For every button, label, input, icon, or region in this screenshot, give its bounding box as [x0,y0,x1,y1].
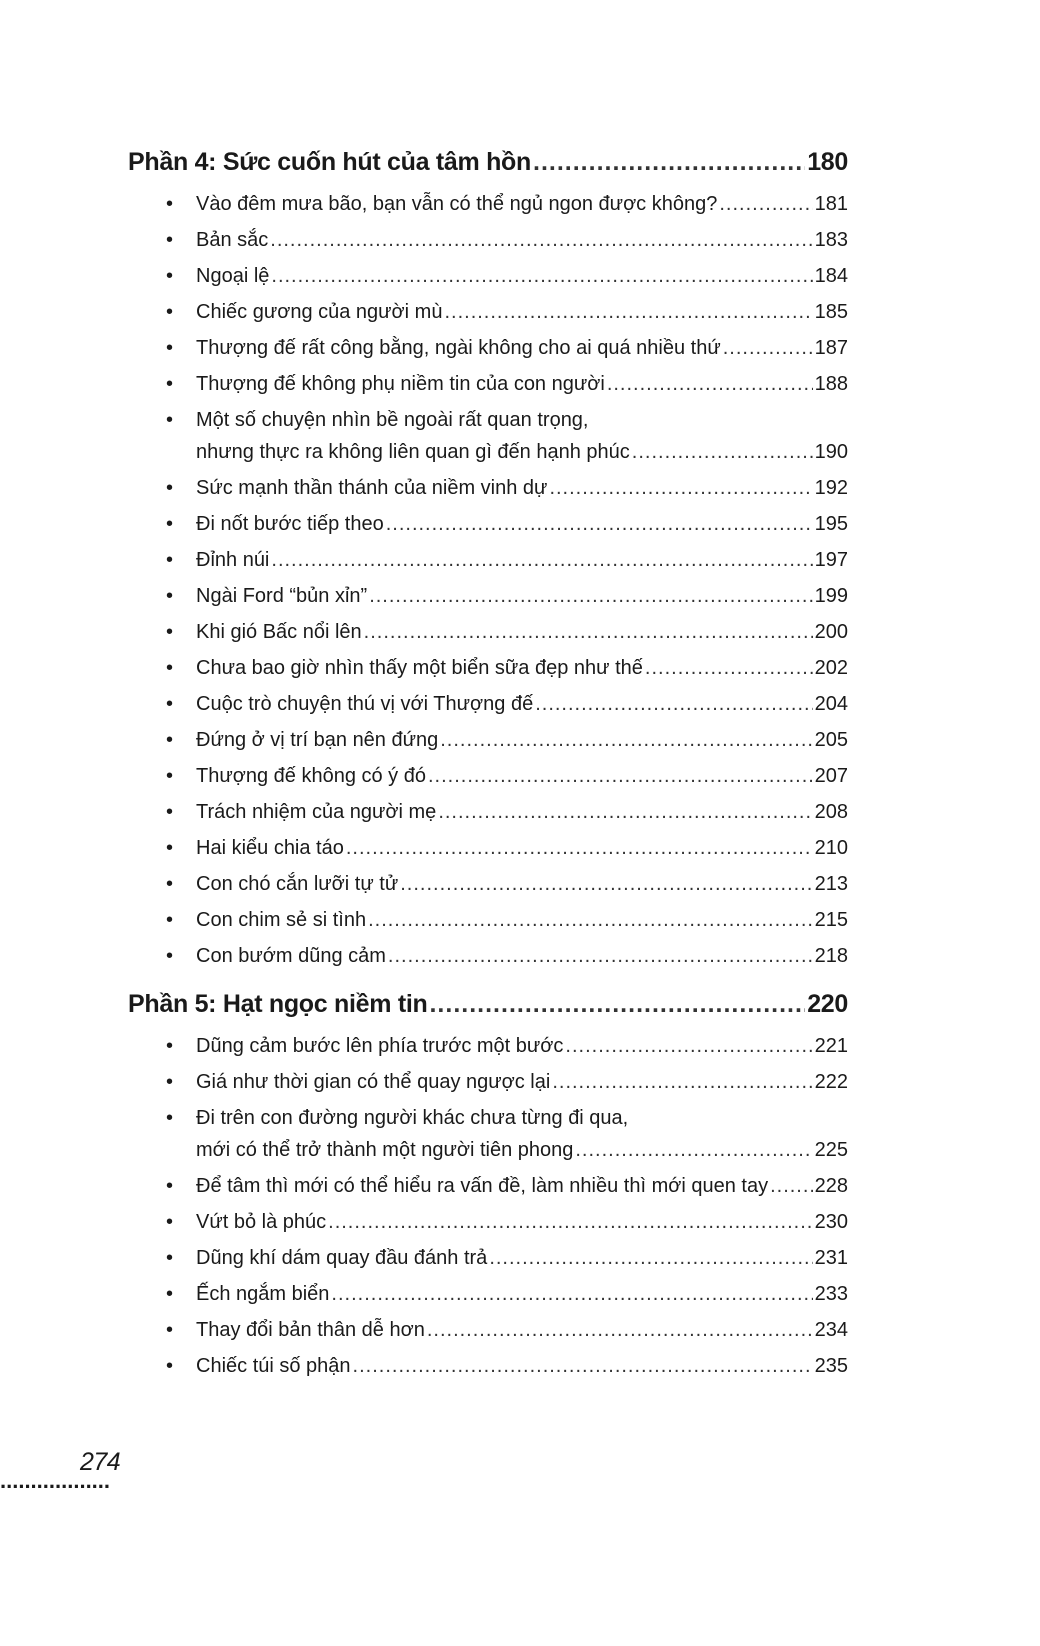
entry-title: Con chim sẻ si tình [196,909,367,931]
entry-title: Chiếc gương của người mù [196,301,443,323]
entry-page-number: 208 [814,801,848,823]
toc-entry[interactable] [128,1102,848,1166]
section-page-number: 220 [807,990,848,1018]
toc-entry[interactable] [128,796,848,828]
entry-title: Thượng đế không phụ niềm tin của con người [196,373,605,395]
dot-leader [364,616,813,648]
entry-page-number: 183 [814,229,848,251]
entry-title: Chưa bao giờ nhìn thấy một biển sữa đẹp như thế [196,657,643,679]
entry-page-number: 184 [814,265,848,287]
dot-leader [428,760,813,792]
dot-leader [427,1314,813,1346]
entry-page-number: 222 [814,1071,848,1093]
dot-leader [645,652,813,684]
dot-leader [632,436,813,468]
toc-entry[interactable] [128,1206,848,1238]
bullet-icon: • [166,1355,174,1377]
toc-entry[interactable] [128,724,848,756]
bullet-icon: • [166,1071,174,1093]
bullet-icon: • [166,549,174,571]
dot-leader [328,1206,812,1238]
entry-title: Giá như thời gian có thể quay ngược lại [196,1071,551,1093]
entry-page-number: 233 [814,1283,848,1305]
dot-leader [444,296,812,328]
entry-title: Hai kiểu chia táo [196,837,344,859]
section-title: Phần 5: Hạt ngọc niềm tin [128,990,428,1018]
entry-page-number: 205 [814,729,848,751]
toc-section [128,140,848,972]
toc-entry[interactable] [128,940,848,972]
toc-entry[interactable] [128,368,848,400]
dot-leader [438,796,812,828]
entry-page-number: 200 [814,621,848,643]
bullet-icon: • [166,1175,174,1197]
entry-page-number: 235 [814,1355,848,1377]
toc-entry[interactable] [128,760,848,792]
table-of-contents [128,140,848,1388]
dot-leader [353,1350,813,1382]
toc-entry[interactable] [128,1066,848,1098]
dot-leader [271,260,812,292]
entry-title: Thượng đế rất công bằng, ngài không cho ai quá nhiều thứ [196,337,721,359]
bullet-icon: • [166,301,174,323]
bullet-icon: • [166,657,174,679]
entry-page-number: 210 [814,837,848,859]
entry-page-number: 181 [814,193,848,215]
entry-title: Ngoại lệ [196,265,270,287]
dot-leader [386,508,813,540]
entry-title: Sức mạnh thần thánh của niềm vinh dự [196,477,548,499]
bullet-icon: • [166,337,174,359]
entry-page-number: 231 [814,1247,848,1269]
entry-title: Chiếc túi số phận [196,1355,351,1377]
toc-entry[interactable] [128,260,848,292]
dot-leader [369,580,812,612]
dot-leader [552,1066,812,1098]
entry-title: Dũng cảm bước lên phía trước một bước [196,1035,564,1057]
entry-title: Khi gió Bấc nổi lên [196,621,362,643]
entry-title: Đỉnh núi [196,549,270,571]
toc-entry[interactable] [128,404,848,468]
entry-page-number: 225 [814,1139,848,1161]
dot-leader [565,1030,812,1062]
dot-leader [533,140,805,184]
bullet-icon: • [166,621,174,643]
entry-title: Để tâm thì mới có thể hiểu ra vấn đề, làm nhiều thì mới quen tay [196,1175,769,1197]
bullet-icon: • [166,1035,174,1057]
footer-dot-leader: .................. [0,1468,111,1493]
dot-leader [535,688,812,720]
bullet-icon: • [166,229,174,251]
bullet-icon: • [166,1211,174,1233]
bullet-icon: • [166,585,174,607]
dot-leader [575,1134,812,1166]
entry-title: Trách nhiệm của người mẹ [196,801,437,823]
entry-title: Con chó cắn lưỡi tự tử [196,873,399,895]
toc-entry[interactable] [128,688,848,720]
entry-title: Vào đêm mưa bão, bạn vẫn có thể ngủ ngon được không? [196,193,718,215]
toc-entry[interactable] [128,904,848,936]
toc-entry[interactable] [128,1314,848,1346]
dot-leader [331,1278,812,1310]
toc-entry[interactable] [128,616,848,648]
bullet-icon: • [166,945,174,967]
entry-page-number: 234 [814,1319,848,1341]
bullet-icon: • [166,765,174,787]
toc-entry[interactable] [128,544,848,576]
bullet-icon: • [166,193,174,215]
dot-leader [429,982,805,1026]
entry-page-number: 228 [814,1175,848,1197]
entry-page-number: 218 [814,945,848,967]
entry-page-number: 197 [814,549,848,571]
entry-title: Đi trên con đường người khác chưa từng đi qua, [196,1107,629,1129]
entry-title: Cuộc trò chuyện thú vị với Thượng đế [196,693,534,715]
dot-leader [271,544,812,576]
toc-entry[interactable] [128,1242,848,1274]
dot-leader [489,1242,812,1274]
bullet-icon: • [166,477,174,499]
toc-entry[interactable] [128,332,848,364]
bullet-icon: • [166,1283,174,1305]
entry-title: Thay đổi bản thân dễ hơn [196,1319,425,1341]
bullet-icon: • [166,265,174,287]
entry-title: Thượng đế không có ý đó [196,765,426,787]
toc-section [128,982,848,1382]
bullet-icon: • [166,1319,174,1341]
toc-entry[interactable] [128,472,848,504]
bullet-icon: • [166,837,174,859]
entry-title: Đi nốt bước tiếp theo [196,513,384,535]
bullet-icon: • [166,409,174,431]
entry-page-number: 202 [814,657,848,679]
section-title: Phần 4: Sức cuốn hút của tâm hồn [128,148,531,176]
section-page-number: 180 [807,148,848,176]
entry-page-number: 230 [814,1211,848,1233]
dot-leader [368,904,813,936]
entry-title: Vứt bỏ là phúc [196,1211,327,1233]
entry-title: Một số chuyện nhìn bề ngoài rất quan trọng, [196,409,589,431]
toc-entry[interactable] [128,1278,848,1310]
toc-entry[interactable] [128,1350,848,1382]
entry-page-number: 185 [814,301,848,323]
entry-list [128,1030,848,1382]
entry-page-number: 187 [814,337,848,359]
bullet-icon: • [166,373,174,395]
section-heading[interactable] [128,140,848,184]
dot-leader [346,832,813,864]
toc-entry[interactable] [128,508,848,540]
entry-title: Ngài Ford “bủn xỉn” [196,585,368,607]
entry-title: Đứng ở vị trí bạn nên đứng [196,729,439,751]
dot-leader [549,472,812,504]
entry-title: mới có thể trở thành một người tiên phong [196,1139,574,1161]
entry-page-number: 221 [814,1035,848,1057]
toc-entry[interactable] [128,868,848,900]
bullet-icon: • [166,801,174,823]
entry-title: Con bướm dũng cảm [196,945,386,967]
entry-page-number: 192 [814,477,848,499]
bullet-icon: • [166,1247,174,1269]
entry-title: nhưng thực ra không liên quan gì đến hạnh phúc [196,441,630,463]
entry-page-number: 215 [814,909,848,931]
toc-entry[interactable] [128,652,848,684]
bullet-icon: • [166,729,174,751]
toc-entry[interactable] [128,832,848,864]
dot-leader [400,868,812,900]
entry-title: Bản sắc [196,229,269,251]
entry-title: Dũng khí dám quay đầu đánh trả [196,1247,488,1269]
toc-entry[interactable] [128,224,848,256]
dot-leader [388,940,813,972]
dot-leader [770,1170,813,1202]
toc-entry[interactable] [128,188,848,220]
dot-leader [719,188,812,220]
dot-leader [270,224,812,256]
entry-page-number: 199 [814,585,848,607]
entry-page-number: 188 [814,373,848,395]
bullet-icon: • [166,693,174,715]
bullet-icon: • [166,909,174,931]
toc-entry[interactable] [128,296,848,328]
bullet-icon: • [166,873,174,895]
entry-page-number: 204 [814,693,848,715]
toc-entry[interactable] [128,580,848,612]
dot-leader [607,368,813,400]
section-heading[interactable] [128,982,848,1026]
entry-page-number: 207 [814,765,848,787]
toc-entry[interactable] [128,1030,848,1062]
toc-entry[interactable] [128,1170,848,1202]
entry-list [128,188,848,972]
entry-page-number: 195 [814,513,848,535]
page-number: 274 [80,1448,121,1476]
bullet-icon: • [166,1107,174,1129]
dot-leader [440,724,812,756]
entry-page-number: 190 [814,441,848,463]
bullet-icon: • [166,513,174,535]
dot-leader [723,332,813,364]
entry-title: Ếch ngắm biển [196,1283,330,1305]
entry-page-number: 213 [814,873,848,895]
